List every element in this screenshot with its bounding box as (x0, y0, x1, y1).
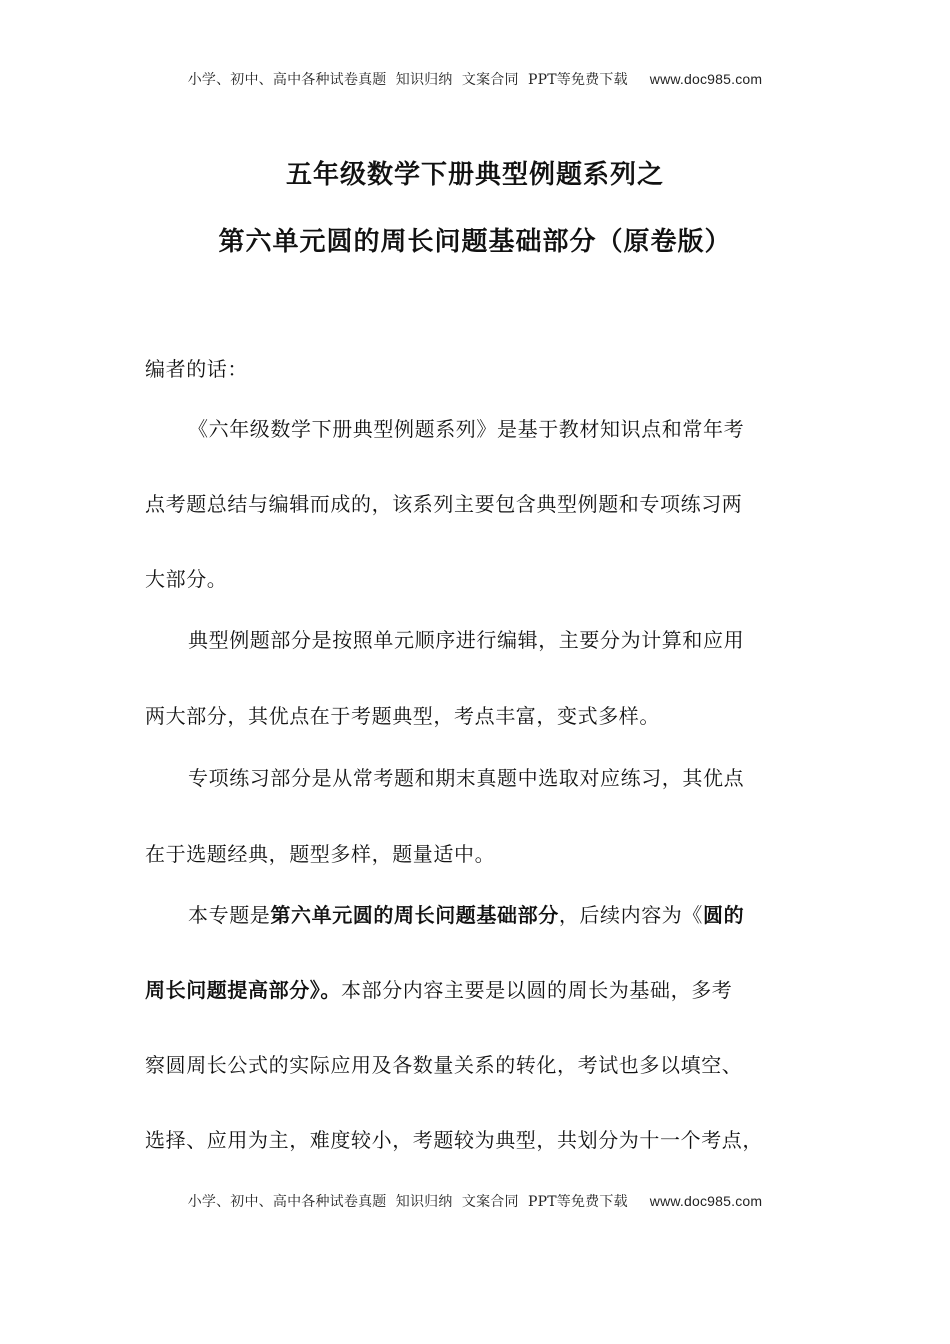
p4-text-a: 本专题是 (188, 903, 271, 927)
p4-text-c: ，后续内容为《 (558, 903, 704, 927)
document-title-line-1: 五年级数学下册典型例题系列之 (285, 160, 664, 190)
paragraph-1-line-1: 《六年级数学下册典型例题系列》是基于教材知识点和常年考 (188, 417, 745, 441)
paragraph-2-line-2: 两大部分，其优点在于考题典型，考点丰富，变式多样。 (145, 704, 660, 728)
header-url: www.doc985.com (649, 71, 763, 87)
page-header (0, 69, 950, 89)
p4-topic-bold: 第六单元圆的周长问题基础部分 (270, 903, 559, 927)
footer-text: 小学、初中、高中各种试卷真题 知识归纳 文案合同 PPT等免费下载 (187, 1194, 628, 1210)
p4-next-title-bold-start: 圆的 (703, 903, 745, 927)
paragraph-4-line-4: 选择、应用为主，难度较小，考题较为典型，共划分为十一个考点， (145, 1128, 763, 1152)
header-text: 小学、初中、高中各种试卷真题 知识归纳 文案合同 PPT等免费下载 (187, 72, 628, 88)
footer-url: www.doc985.com (649, 1193, 763, 1209)
paragraph-3-line-1: 专项练习部分是从常考题和期末真题中选取对应练习，其优点 (188, 766, 745, 790)
paragraph-2-line-1: 典型例题部分是按照单元顺序进行编辑，主要分为计算和应用 (188, 628, 745, 652)
paragraph-4-line-2 (145, 974, 732, 1003)
p4-text-d: 本部分内容主要是以圆的周长为基础，多考 (341, 978, 733, 1002)
page-footer (0, 1191, 950, 1211)
document-title-line-2: 第六单元圆的周长问题基础部分（原卷版） (218, 227, 732, 257)
p4-next-title-bold-end: 周长问题提高部分》。 (145, 978, 341, 1002)
paragraph-4-line-1 (188, 899, 744, 928)
paragraph-3-line-2: 在于选题经典，题型多样，题量适中。 (145, 842, 496, 866)
paragraph-1-line-3: 大部分。 (145, 567, 228, 591)
paragraph-1-line-2: 点考题总结与编辑而成的，该系列主要包含典型例题和专项练习两 (145, 492, 743, 516)
paragraph-4-line-3: 察圆周长公式的实际应用及各数量关系的转化，考试也多以填空、 (145, 1053, 743, 1077)
editor-note-label: 编者的话： (145, 357, 248, 381)
